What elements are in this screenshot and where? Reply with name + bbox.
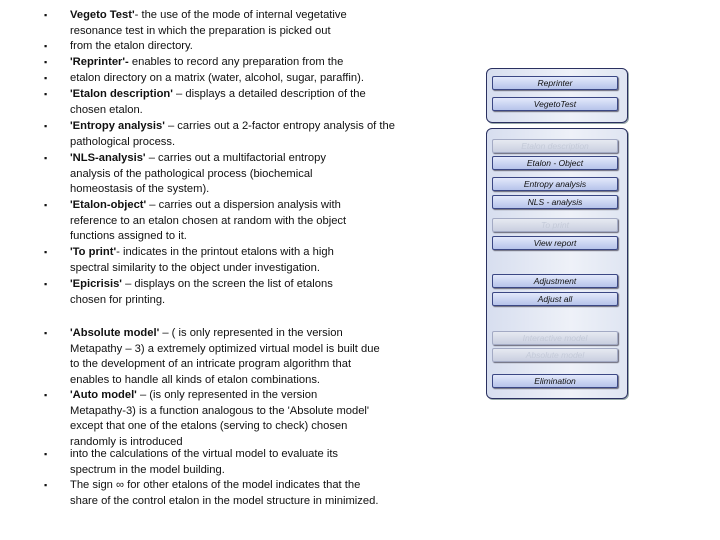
item-text: - the use of the mode of internal vegetative resonance test in which the preparation is picked out [70,9,347,37]
item-term: 'Auto model' [70,389,137,401]
elimination-button[interactable]: Elimination [492,374,618,388]
item-text: into the calculations of the virtual model to evaluate its spectrum in the model building. [70,448,339,476]
bullet: ▪ [44,57,48,67]
list-item [44,478,390,509]
list-item [44,151,360,198]
bullet: ▪ [44,200,48,210]
nls-analysis-button[interactable]: NLS - analysis [492,195,618,209]
list-item [44,388,370,450]
reprinter-button[interactable]: Reprinter [492,76,618,90]
item-term: 'Reprinter'- [70,56,129,68]
list-item [44,8,400,39]
item-text: – displays a detailed description of the chosen etalon. [70,88,366,116]
bullet: ▪ [44,73,48,83]
interactive-model-button[interactable]: Interactive model [492,331,618,345]
list-item [44,198,380,245]
bullet: ▪ [44,41,48,51]
item-text: – ( is only represented in the version Metapathy – 3) a extremely optimized virtual model is built due to the development of an intricate program algorithm that enables to handle all kinds of etalon combinations. [70,327,380,386]
entropy-analysis-button[interactable]: Entropy analysis [492,177,618,191]
bullet: ▪ [44,449,48,459]
list-item [44,119,400,150]
list-item [44,245,370,276]
list-item [44,277,370,308]
item-text: – carries out a dispersion analysis with reference to an etalon chosen at random with the object functions assigned to it. [70,199,347,243]
bullet: ▪ [44,89,48,99]
list-item [44,326,385,388]
item-text: – carries out a multifactorial entropy analysis of the pathological process (biochemical homeostasis of the system). [70,152,326,196]
item-term: 'Entropy analysis' [70,120,165,132]
list-item [44,55,400,71]
bullet: ▪ [44,247,48,257]
item-text: etalon directory on a matrix (water, alcohol, sugar, paraffin). [70,72,364,84]
absolute-model-button[interactable]: Absolute model [492,348,618,362]
item-text: enables to record any preparation from the [128,56,344,68]
item-text: - indicates in the printout etalons with a high spectral similarity to the object under investigation. [70,246,334,274]
bullet: ▪ [44,390,48,400]
item-term: 'Etalon-object' [70,199,147,211]
list-item [44,71,415,87]
bullet: ▪ [44,279,48,289]
item-term: Vegeto Test' [70,9,135,21]
bullet: ▪ [44,328,48,338]
list-item [44,447,370,478]
bullet: ▪ [44,10,48,20]
to-print-button[interactable]: To print [492,218,618,232]
vegetotest-button[interactable]: VegetoTest [492,97,618,111]
item-text: – carries out a 2-factor entropy analysis of the pathological process. [70,120,395,148]
item-term: 'To print' [70,246,117,258]
item-term: 'Absolute model' [70,327,160,339]
bullet: ▪ [44,153,48,163]
bullet: ▪ [44,121,48,131]
list-item [44,39,400,55]
item-text: The sign ∞ for other etalons of the model indicates that the share of the control etalon in the model structure in minimized. [70,479,379,507]
item-text: from the etalon directory. [70,40,193,52]
item-term: 'NLS-analysis' [70,152,146,164]
view-report-button[interactable]: View report [492,236,618,250]
item-text: – (is only represented in the version Metapathy-3) is a function analogous to the 'Absolute model' except that one of the etalons (serving to check) chosen randomly is introduced [70,389,370,448]
item-term: 'Epicrisis' [70,278,122,290]
adjust-all-button[interactable]: Adjust all [492,292,618,306]
item-term: 'Etalon description' [70,88,173,100]
adjustment-button[interactable]: Adjustment [492,274,618,288]
etalon-description-button[interactable]: Etalon description [492,139,618,153]
item-text: – displays on the screen the list of etalons chosen for printing. [70,278,333,306]
etalon-object-button[interactable]: Etalon - Object [492,156,618,170]
bullet: ▪ [44,480,48,490]
list-item [44,87,400,118]
